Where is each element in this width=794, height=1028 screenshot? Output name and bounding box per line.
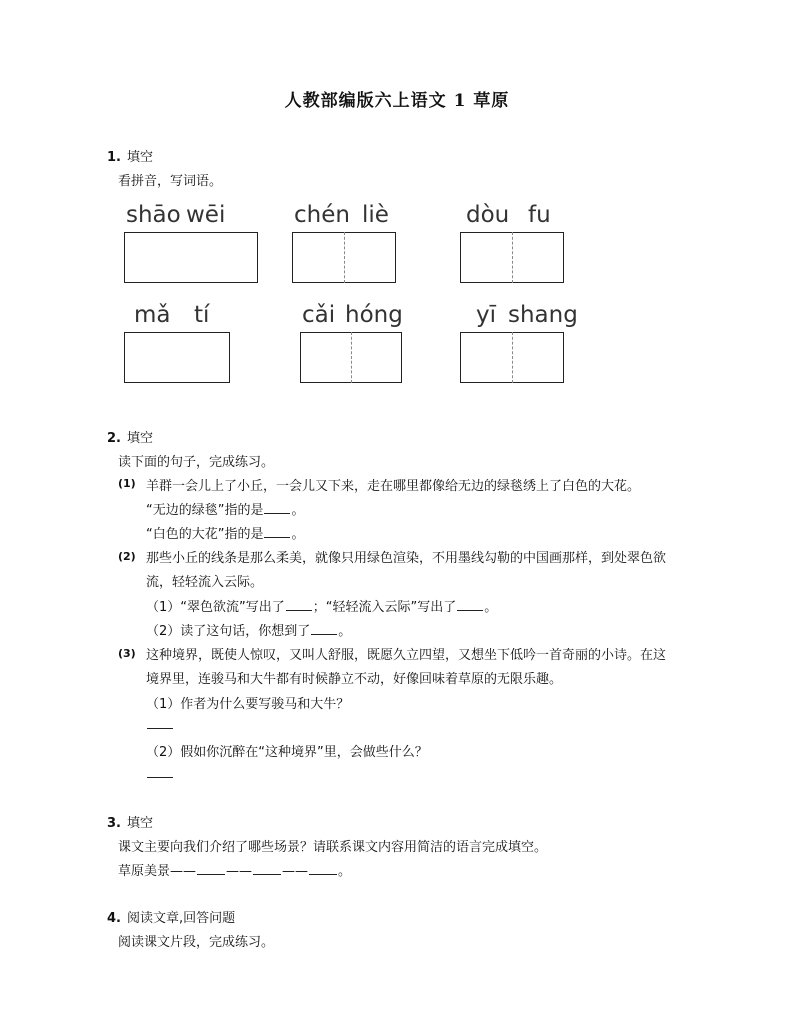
- question-type: 填空: [126, 150, 153, 165]
- answer-line-3a: [146, 717, 174, 733]
- question-type: 填空: [126, 816, 153, 831]
- question-2-instruction: 读下面的句子，完成练习。: [118, 455, 275, 470]
- pinyin-syllable: dòu: [466, 202, 510, 228]
- sub-question-3b: （2）假如你沉醉在“这种境界”里，会做些什么？: [146, 745, 428, 760]
- pinyin-syllable: fu: [528, 202, 551, 228]
- passage-sentence-3-line-2: 境界里，连骏马和大牛都有时候静立不动，好像回味着草原的无限乐趣。: [146, 672, 563, 687]
- sub-question-1b: “白色的大花”指的是 。: [146, 527, 305, 542]
- pinyin-syllable: liè: [362, 202, 389, 228]
- box-divider: [512, 232, 513, 283]
- sub-question-3a: （1）作者为什么要写骏马和大牛？: [146, 697, 350, 712]
- pinyin-syllable: hóng: [345, 302, 403, 328]
- sub-question-1a: “无边的绿毯”指的是 。: [146, 503, 305, 518]
- answer-blank[interactable]: [457, 599, 483, 611]
- question-3-fill: 草原美景—— —— —— 。: [118, 864, 352, 879]
- pinyin-syllable: cǎi: [302, 302, 336, 328]
- question-3-header: [107, 812, 153, 831]
- sub-question-label: (1): [118, 477, 136, 490]
- passage-sentence-2-line-1: 那些小丘的线条是那么柔美，就像只用绿色渲染，不用墨线勾勒的中国画那样，到处翠色欲: [146, 551, 667, 566]
- box-divider: [191, 232, 192, 283]
- question-4-instruction: 阅读课文片段，完成练习。: [118, 935, 275, 950]
- question-type: 阅读文章,回答问题: [126, 911, 236, 926]
- sub-question-label: (2): [118, 550, 136, 563]
- question-1-header: [107, 146, 153, 165]
- answer-blank[interactable]: [309, 863, 337, 875]
- question-number: 3.: [107, 816, 121, 831]
- question-1-instruction: 看拼音，写词语。: [118, 174, 223, 189]
- pinyin-syllable: tí: [194, 302, 210, 328]
- answer-blank[interactable]: [264, 526, 290, 538]
- answer-blank[interactable]: [253, 863, 281, 875]
- pinyin-syllable: chén: [294, 202, 350, 228]
- sub-question-label: (3): [118, 647, 136, 660]
- answer-line-3b: [146, 766, 174, 782]
- answer-blank[interactable]: [147, 717, 173, 729]
- answer-blank[interactable]: [264, 502, 290, 514]
- question-type: 填空: [126, 431, 153, 446]
- sub-question-2b: （2）读了这句话，你想到了 。: [146, 624, 352, 639]
- box-divider: [344, 232, 345, 283]
- box-divider: [512, 332, 513, 383]
- question-3-instruction: 课文主要向我们介绍了哪些场景？请联系课文内容用简洁的语言完成填空。: [118, 840, 548, 855]
- pinyin-syllable: wēi: [186, 202, 226, 228]
- passage-sentence-2-line-2: 流，轻轻流入云际。: [146, 575, 264, 590]
- pinyin-syllable: shāo: [126, 202, 181, 228]
- sub-question-2a: （1）“翠色欲流”写出了 ；“轻轻流入云际”写出了 。: [146, 600, 498, 615]
- page-title: 人教部编版六上语文 1 草原: [284, 91, 510, 111]
- box-divider: [351, 332, 352, 383]
- pinyin-syllable: shang: [508, 302, 578, 328]
- box-divider: [177, 332, 178, 383]
- question-4-header: [107, 907, 235, 926]
- question-number: 2.: [107, 431, 121, 446]
- answer-blank[interactable]: [311, 623, 337, 635]
- answer-blank[interactable]: [197, 863, 225, 875]
- question-number: 4.: [107, 911, 121, 926]
- answer-blank[interactable]: [286, 599, 312, 611]
- passage-sentence-1: 羊群一会儿上了小丘，一会儿又下来，走在哪里都像给无边的绿毯绣上了白色的大花。: [146, 479, 641, 494]
- pinyin-syllable: mǎ: [134, 302, 171, 328]
- pinyin-syllable: yī: [476, 302, 497, 328]
- passage-sentence-3-line-1: 这种境界，既使人惊叹，又叫人舒服，既愿久立四望，又想坐下低吟一首奇丽的小诗。在这: [146, 648, 667, 663]
- answer-blank[interactable]: [147, 766, 173, 778]
- question-number: 1.: [107, 150, 121, 165]
- question-2-header: [107, 427, 153, 446]
